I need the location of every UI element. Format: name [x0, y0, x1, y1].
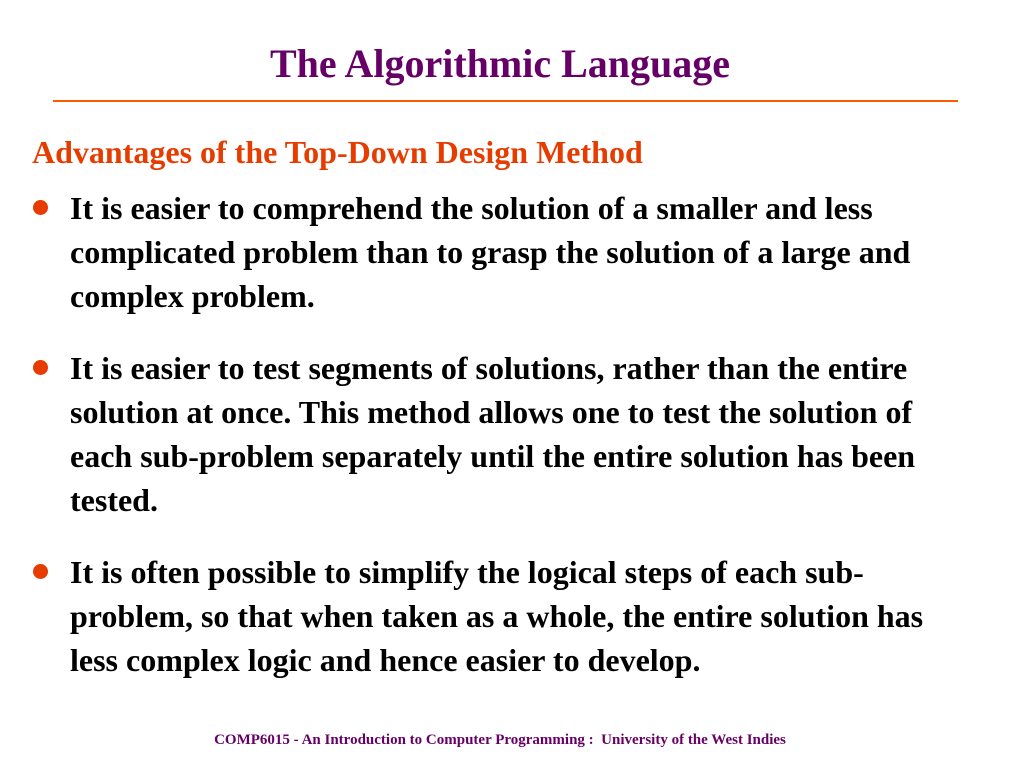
bullet-dot-icon [33, 360, 48, 375]
bullet-dot-icon [33, 200, 48, 215]
slide-subtitle: Advantages of the Top-Down Design Method [32, 134, 643, 170]
title-divider [53, 100, 958, 102]
bullet-text: It is easier to comprehend the solution of a smaller and less complicated problem than to grasp the solution of a large and complex problem. [70, 190, 911, 314]
bullet-item [30, 550, 960, 682]
bullet-item [30, 186, 960, 318]
bullet-list [30, 186, 960, 682]
bullet-text: It is often possible to simplify the logical steps of each sub-problem, so that when taken as a whole, the entire solution has less complex logic and hence easier to develop. [70, 554, 924, 678]
bullet-text: It is easier to test segments of solutions, rather than the entire solution at once. This method allows one to test the solution of each sub-problem separately until the entire solution has been tested. [70, 350, 916, 518]
bullet-dot-icon [33, 564, 48, 579]
slide-footer: COMP6015 - An Introduction to Computer Programming : University of the West Indies [214, 732, 786, 748]
slide-title: The Algorithmic Language [269, 41, 731, 86]
bullet-item [30, 346, 960, 522]
